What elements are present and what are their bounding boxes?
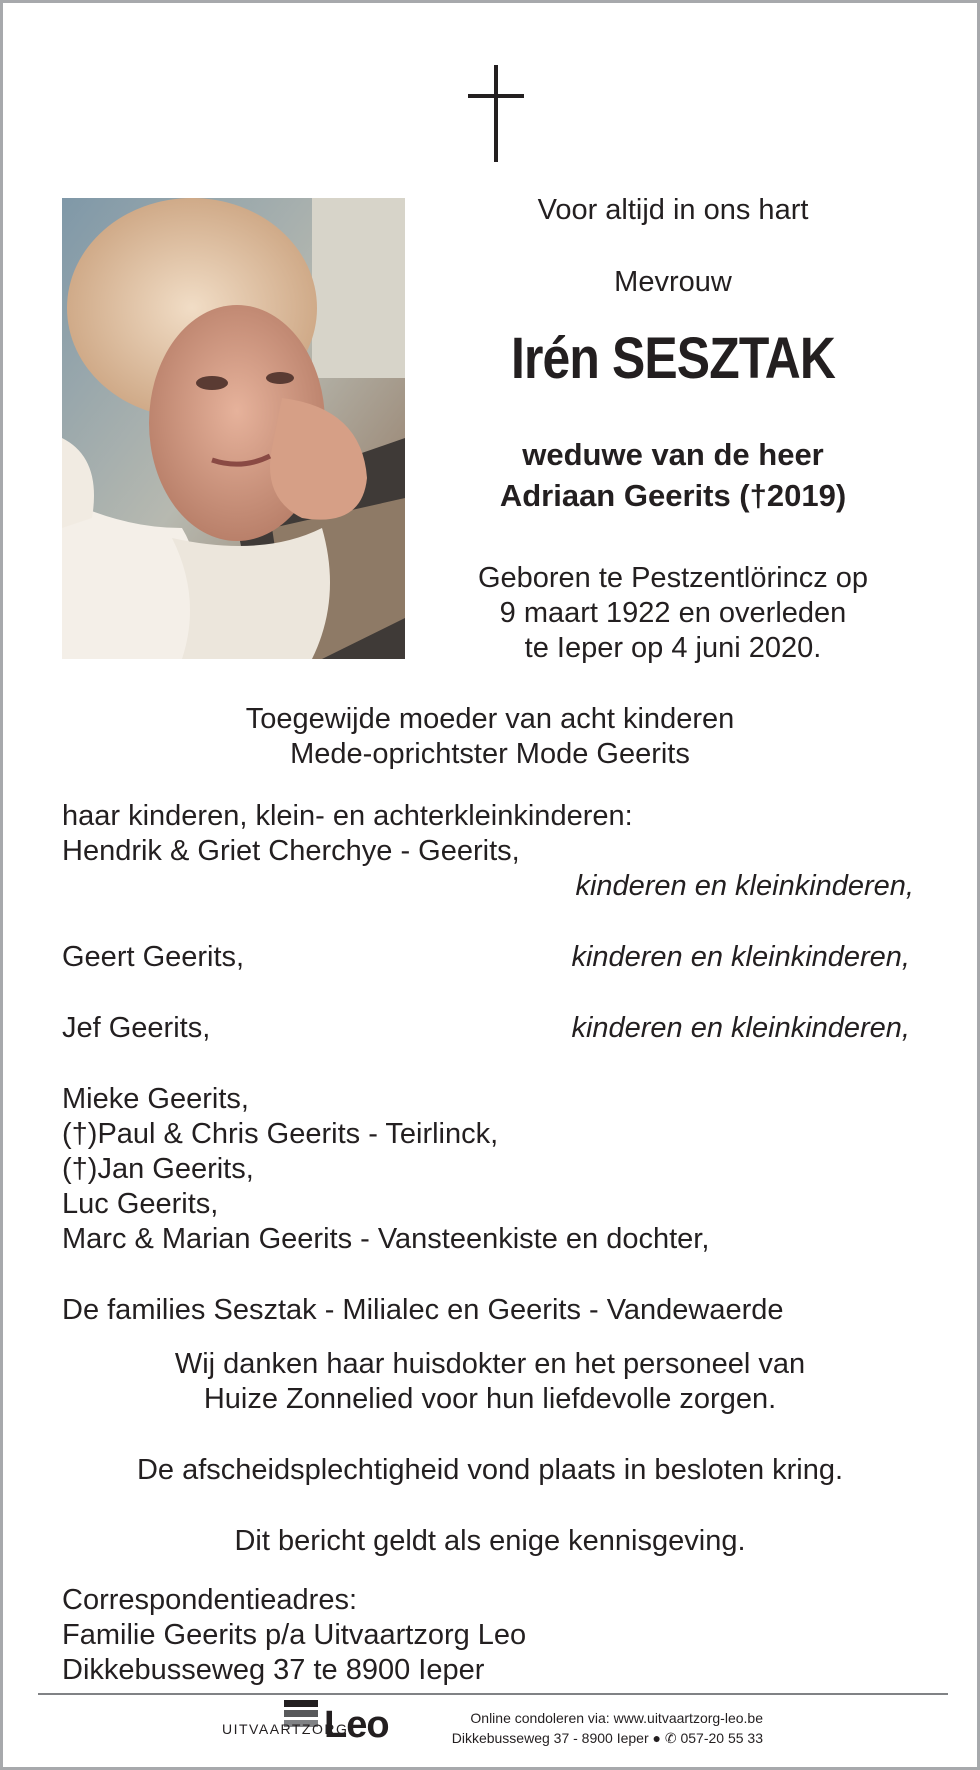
widow-line-1: weduwe van de heer (522, 437, 824, 472)
correspondence-label: Correspondentieadres: (62, 1584, 358, 1616)
correspondence-line-1: Familie Geerits p/a Uitvaartzorg Leo (62, 1619, 527, 1651)
tribute-line-1: Toegewijde moeder van acht kinderen (245, 703, 735, 735)
family-hendrik-note: kinderen en kleinkinderen, (575, 870, 914, 902)
ceremony-line: De afscheidsplechtigheid vond plaats in besloten kring. (136, 1454, 844, 1486)
footer-address: Dikkebusseweg 37 - 8900 Ieper ● ✆ 057-20 55 33 (451, 1730, 763, 1746)
logo-wordmark-small: UITVAARTZORG (222, 1721, 349, 1737)
thanks-line-1: Wij danken haar huisdokter en het personeel van (174, 1348, 806, 1380)
deceased-name: Irén SESZTAK (510, 326, 836, 391)
birth-line-3: te Ieper op 4 juni 2020. (524, 632, 822, 664)
family-jef: Jef Geerits, (62, 1012, 211, 1044)
family-member: Marc & Marian Geerits - Vansteenkiste en dochter, (62, 1223, 710, 1255)
family-member: Luc Geerits, (62, 1188, 219, 1220)
family-intro: haar kinderen, klein- en achterkleinkinderen: (62, 800, 633, 832)
family-member: (†)Paul & Chris Geerits - Teirlinck, (62, 1118, 499, 1150)
family-geert-note: kinderen en kleinkinderen, (571, 941, 910, 973)
notice-line: Dit bericht geldt als enige kennisgeving. (234, 1525, 746, 1557)
family-hendrik: Hendrik & Griet Cherchye - Geerits, (62, 835, 520, 867)
cross-icon (494, 65, 498, 162)
logo-wordmark: Leo (324, 1704, 389, 1746)
families-line: De families Sesztak - Milialec en Geerits - Vandewaerde (62, 1294, 784, 1326)
correspondence-line-2: Dikkebusseweg 37 te 8900 Ieper (62, 1654, 485, 1686)
family-member: (†)Jan Geerits, (62, 1153, 254, 1185)
tagline: Voor altijd in ons hart (537, 194, 809, 226)
thanks-line-2: Huize Zonnelied voor hun liefdevolle zorgen. (203, 1383, 777, 1415)
family-geert: Geert Geerits, (62, 941, 245, 973)
portrait-photo (62, 198, 405, 659)
footer-divider (38, 1693, 948, 1695)
birth-line-1: Geboren te Pestzentlörincz op (477, 562, 869, 594)
tribute-line-2: Mede-oprichtster Mode Geerits (290, 738, 690, 770)
birth-line-2: 9 maart 1922 en overleden (499, 597, 847, 629)
online-condolence-link[interactable]: Online condoleren via: www.uitvaartzorg-leo.be (470, 1710, 763, 1726)
family-member: Mieke Geerits, (62, 1083, 249, 1115)
salutation: Mevrouw (614, 266, 732, 298)
family-jef-note: kinderen en kleinkinderen, (571, 1012, 910, 1044)
cross-icon-bar (468, 94, 524, 98)
widow-line-2: Adriaan Geerits (†2019) (499, 478, 847, 513)
